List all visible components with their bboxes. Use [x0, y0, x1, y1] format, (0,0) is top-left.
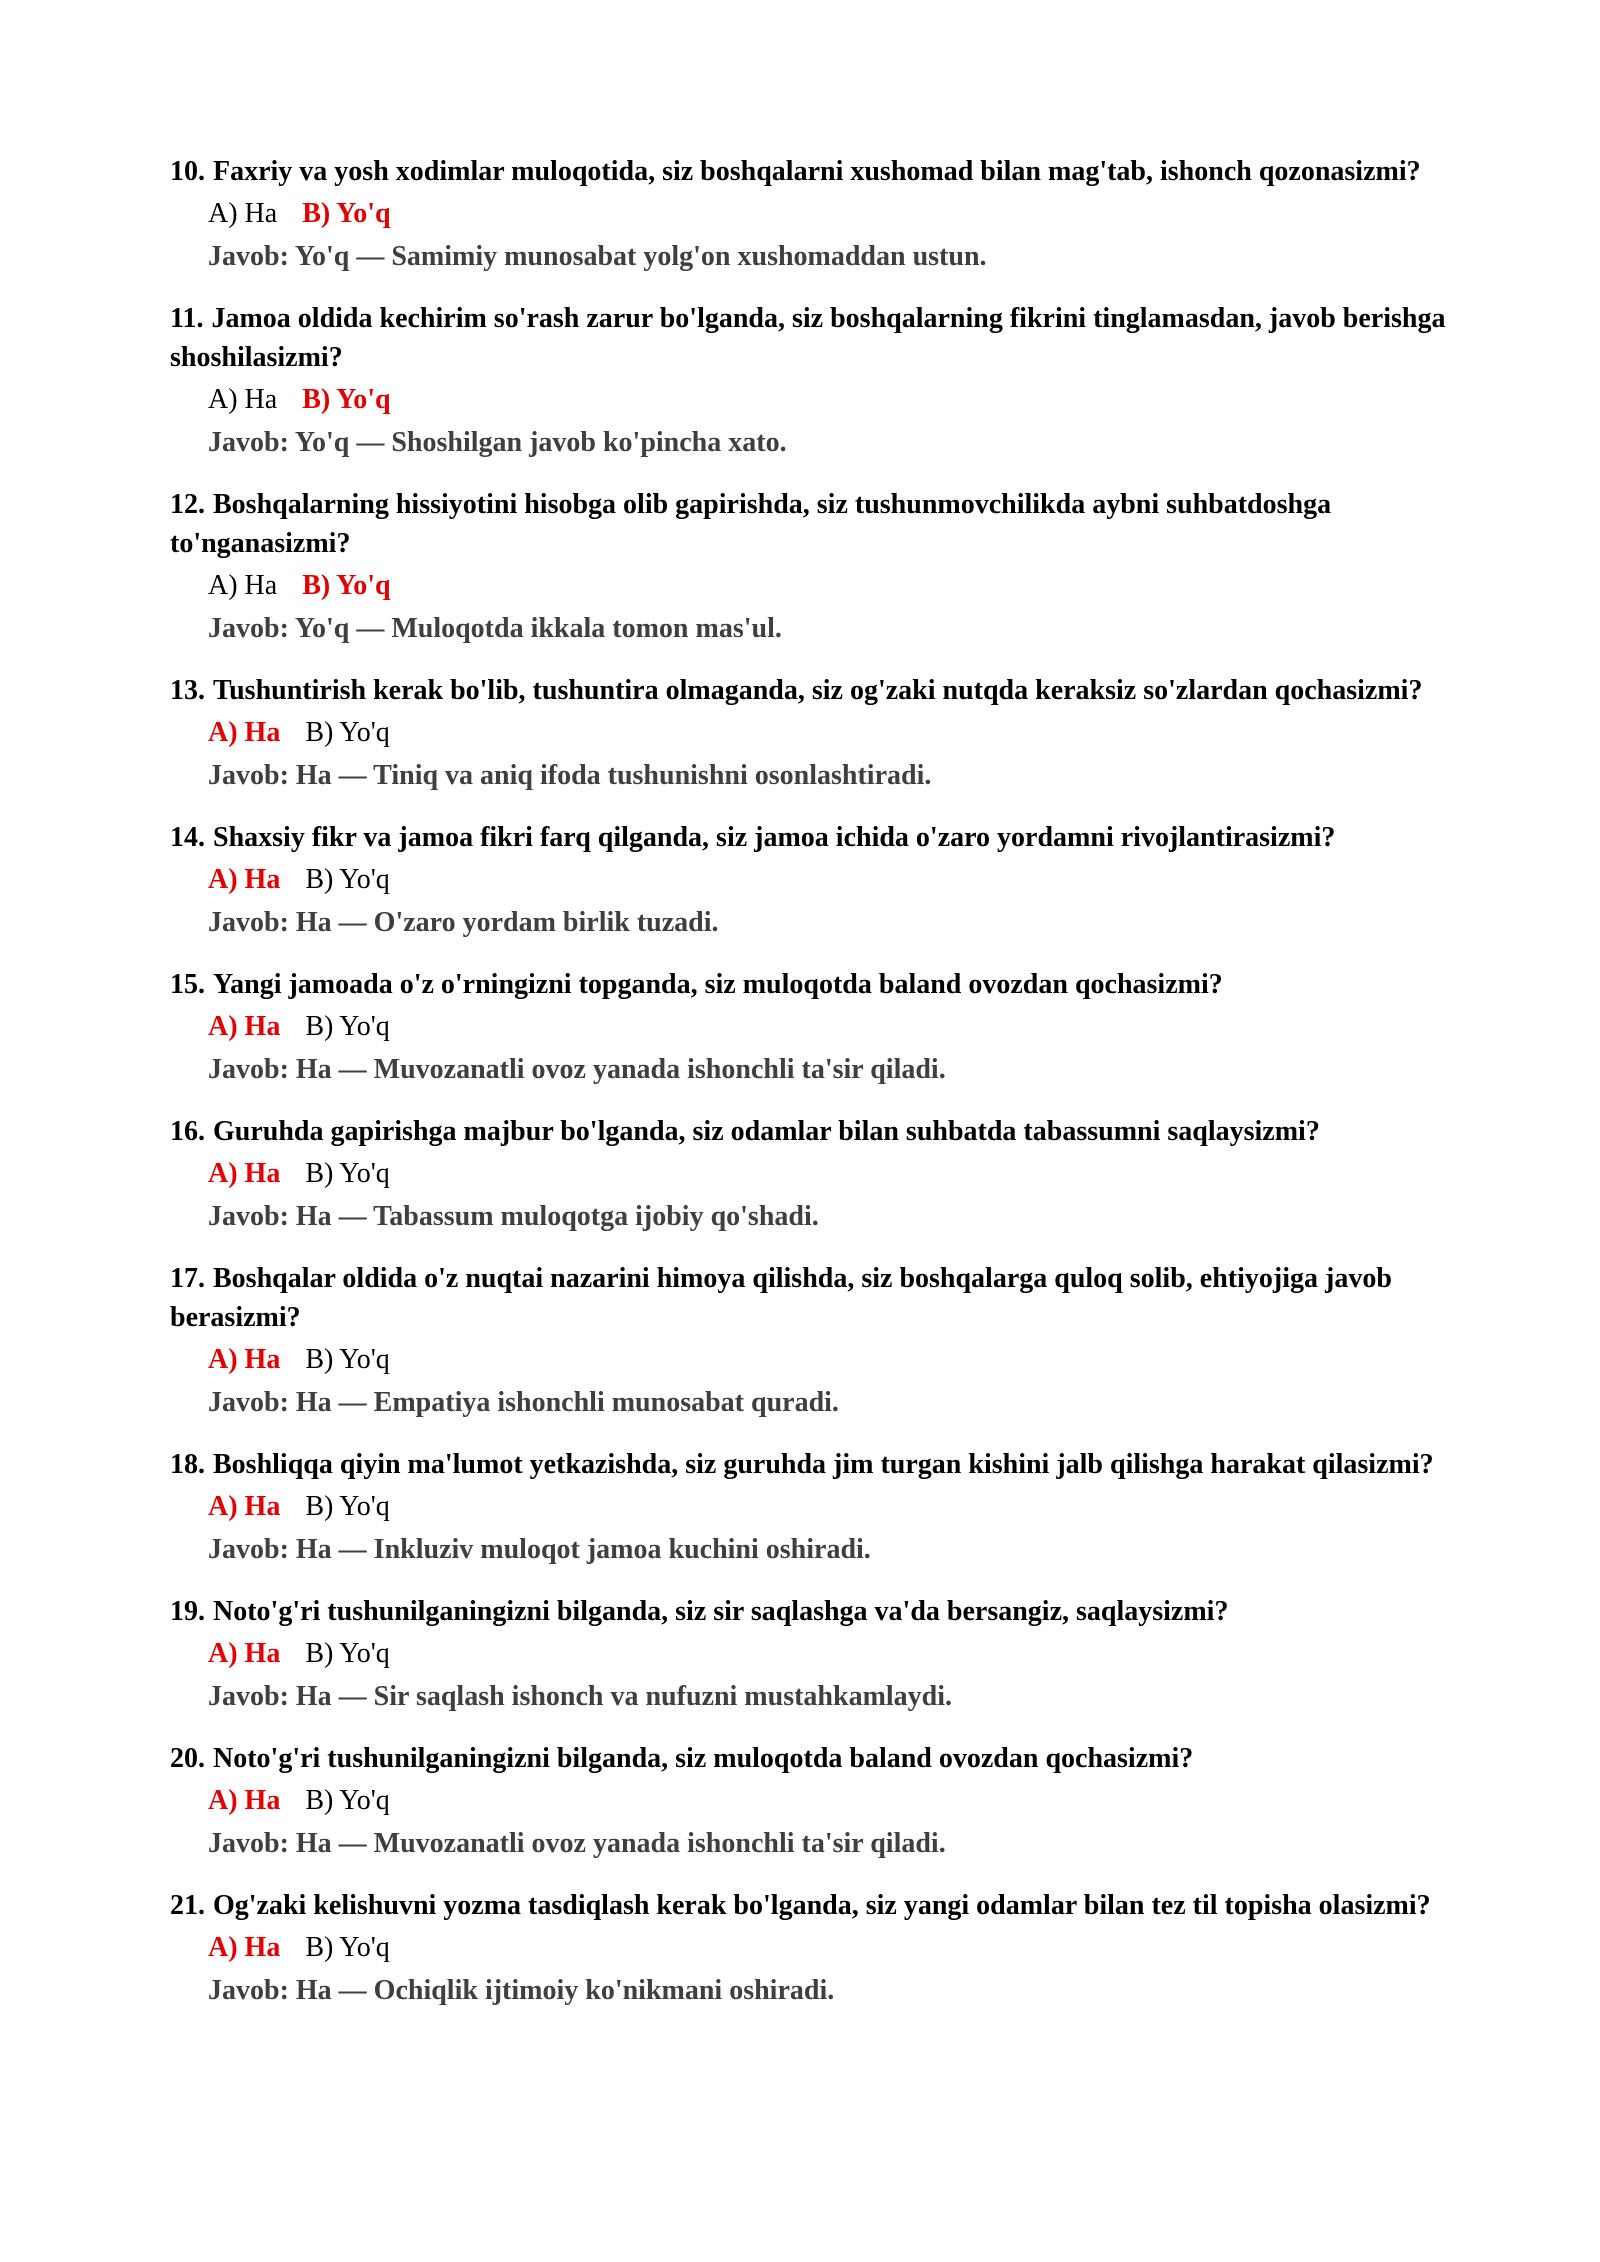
option-b: B) Yo'q — [305, 1491, 390, 1522]
option-b: B) Yo'q — [305, 1932, 390, 1963]
answer-options — [208, 1928, 1450, 1968]
question-number: 11. — [170, 303, 204, 334]
question-text — [170, 1886, 1450, 1925]
answer-explanation: Javob: Ha — O'zaro yordam birlik tuzadi. — [208, 907, 719, 938]
question-number: 14. — [170, 822, 205, 853]
option-b: B) Yo'q — [305, 1158, 390, 1189]
answer-options — [208, 1007, 1450, 1047]
question-17 — [170, 1259, 1450, 1423]
question-text — [170, 671, 1450, 710]
answer-explanation: Javob: Ha — Tiniq va aniq ifoda tushunishni osonlashtiradi. — [208, 760, 932, 791]
question-text — [170, 152, 1450, 191]
question-text — [170, 1259, 1450, 1337]
answer-explanation: Javob: Yo'q — Samimiy munosabat yolg'on xushomaddan ustun. — [208, 241, 987, 272]
option-a: A) Ha — [208, 1932, 281, 1963]
question-text — [170, 1112, 1450, 1151]
option-b: B) Yo'q — [305, 1785, 390, 1816]
answer-options — [208, 1487, 1450, 1527]
answer-options — [208, 713, 1450, 753]
document-page — [170, 152, 1450, 2033]
answer-explanation: Javob: Ha — Muvozanatli ovoz yanada ishonchli ta'sir qiladi. — [208, 1828, 946, 1859]
option-b: B) Yo'q — [302, 198, 391, 229]
answer-options — [208, 1340, 1450, 1380]
answer-options — [208, 1154, 1450, 1194]
question-text — [170, 299, 1450, 377]
question-body: Shaxsiy fikr va jamoa fikri farq qilganda, siz jamoa ichida o'zaro yordamni rivojlantirasizmi? — [213, 822, 1336, 853]
option-a: A) Ha — [208, 1158, 281, 1189]
question-text — [170, 1739, 1450, 1778]
answer-explanation: Javob: Ha — Empatiya ishonchli munosabat quradi. — [208, 1387, 839, 1418]
question-19 — [170, 1592, 1450, 1717]
question-number: 17. — [170, 1263, 205, 1294]
answer-options — [208, 380, 1450, 420]
question-number: 18. — [170, 1449, 205, 1480]
question-body: Guruhda gapirishga majbur bo'lganda, siz odamlar bilan suhbatda tabassumni saqlaysizmi? — [213, 1116, 1320, 1147]
question-11 — [170, 299, 1450, 463]
question-text — [170, 1592, 1450, 1631]
option-a: A) Ha — [208, 570, 278, 601]
question-20 — [170, 1739, 1450, 1864]
answer-explanation: Javob: Ha — Muvozanatli ovoz yanada ishonchli ta'sir qiladi. — [208, 1054, 946, 1085]
answer-options — [208, 194, 1450, 234]
question-21 — [170, 1886, 1450, 2011]
question-body: Boshqalarning hissiyotini hisobga olib gapirishda, siz tushunmovchilikda aybni suhbatdoshga to'nganasizmi? — [170, 489, 1332, 559]
answer-options — [208, 1781, 1450, 1821]
answer-options — [208, 1634, 1450, 1674]
option-b: B) Yo'q — [305, 864, 390, 895]
question-text — [170, 1445, 1450, 1484]
question-10 — [170, 152, 1450, 277]
option-a: A) Ha — [208, 1638, 281, 1669]
option-a: A) Ha — [208, 1011, 281, 1042]
question-14 — [170, 818, 1450, 943]
answer-explanation: Javob: Ha — Ochiqlik ijtimoiy ko'nikmani oshiradi. — [208, 1975, 835, 2006]
answer-explanation: Javob: Yo'q — Shoshilgan javob ko'pincha xato. — [208, 427, 787, 458]
answer-explanation: Javob: Ha — Sir saqlash ishonch va nufuzni mustahkamlaydi. — [208, 1681, 953, 1712]
question-16 — [170, 1112, 1450, 1237]
option-a: A) Ha — [208, 198, 278, 229]
question-body: Noto'g'ri tushunilganingizni bilganda, siz muloqotda baland ovozdan qochasizmi? — [213, 1743, 1194, 1774]
option-b: B) Yo'q — [305, 1638, 390, 1669]
answer-explanation: Javob: Yo'q — Muloqotda ikkala tomon mas'ul. — [208, 613, 782, 644]
option-a: A) Ha — [208, 864, 281, 895]
option-a: A) Ha — [208, 1344, 281, 1375]
question-number: 16. — [170, 1116, 205, 1147]
question-body: Boshqalar oldida o'z nuqtai nazarini himoya qilishda, siz boshqalarga quloq solib, ehtiyojiga javob berasizmi? — [170, 1263, 1392, 1333]
question-text — [170, 485, 1450, 563]
question-number: 15. — [170, 969, 205, 1000]
option-b: B) Yo'q — [302, 384, 391, 415]
question-number: 19. — [170, 1596, 205, 1627]
question-13 — [170, 671, 1450, 796]
option-a: A) Ha — [208, 384, 278, 415]
question-body: Noto'g'ri tushunilganingizni bilganda, siz sir saqlashga va'da bersangiz, saqlaysizmi? — [213, 1596, 1229, 1627]
question-text — [170, 965, 1450, 1004]
option-a: A) Ha — [208, 717, 281, 748]
answer-explanation: Javob: Ha — Inkluziv muloqot jamoa kuchini oshiradi. — [208, 1534, 871, 1565]
question-text — [170, 818, 1450, 857]
question-body: Tushuntirish kerak bo'lib, tushuntira olmaganda, siz og'zaki nutqda keraksiz so'zlardan qochasizmi? — [213, 675, 1423, 706]
option-a: A) Ha — [208, 1491, 281, 1522]
option-b: B) Yo'q — [305, 1011, 390, 1042]
question-18 — [170, 1445, 1450, 1570]
question-body: Og'zaki kelishuvni yozma tasdiqlash kerak bo'lganda, siz yangi odamlar bilan tez til topisha olasizmi? — [213, 1890, 1431, 1921]
question-number: 20. — [170, 1743, 205, 1774]
question-body: Jamoa oldida kechirim so'rash zarur bo'lganda, siz boshqalarning fikrini tinglamasdan, javob berishga shoshilasizmi? — [170, 303, 1446, 373]
question-body: Faxriy va yosh xodimlar muloqotida, siz boshqalarni xushomad bilan mag'tab, ishonch qozonasizmi? — [213, 156, 1421, 187]
option-b: B) Yo'q — [305, 717, 390, 748]
question-15 — [170, 965, 1450, 1090]
answer-explanation: Javob: Ha — Tabassum muloqotga ijobiy qo'shadi. — [208, 1201, 819, 1232]
question-12 — [170, 485, 1450, 649]
question-body: Yangi jamoada o'z o'rningizni topganda, siz muloqotda baland ovozdan qochasizmi? — [213, 969, 1223, 1000]
question-number: 10. — [170, 156, 205, 187]
answer-options — [208, 860, 1450, 900]
option-a: A) Ha — [208, 1785, 281, 1816]
option-b: B) Yo'q — [302, 570, 391, 601]
question-number: 13. — [170, 675, 205, 706]
question-number: 21. — [170, 1890, 205, 1921]
question-body: Boshliqqa qiyin ma'lumot yetkazishda, siz guruhda jim turgan kishini jalb qilishga harakat qilasizmi? — [213, 1449, 1434, 1480]
answer-options — [208, 566, 1450, 606]
option-b: B) Yo'q — [305, 1344, 390, 1375]
question-number: 12. — [170, 489, 205, 520]
